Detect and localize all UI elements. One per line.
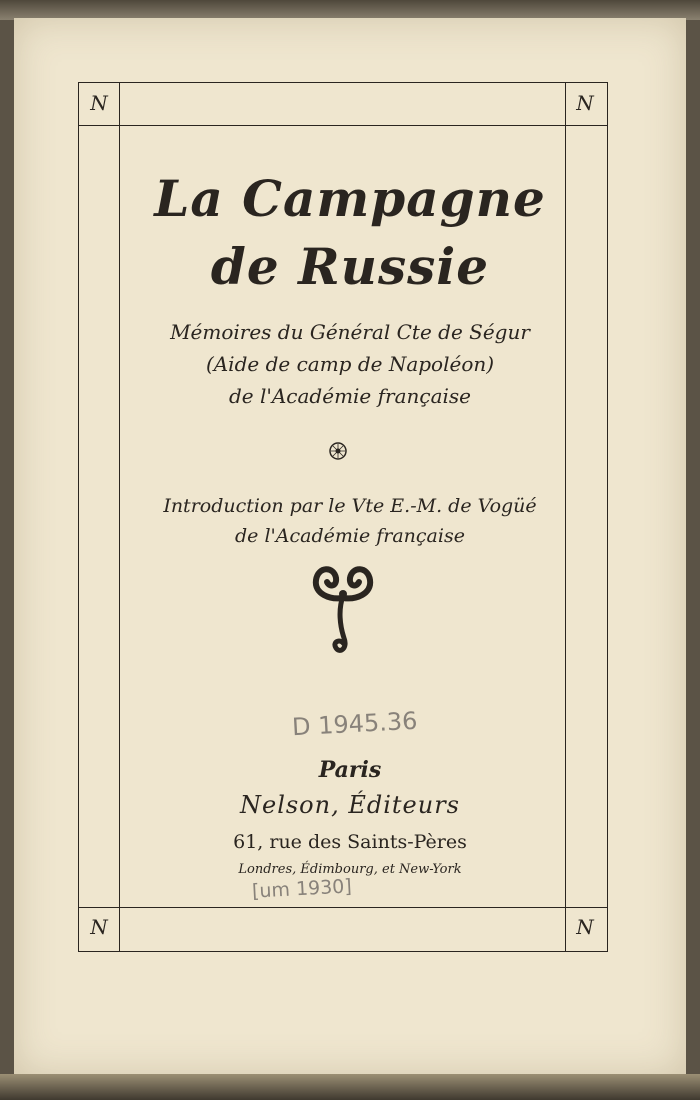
imprint-publisher: Nelson, Éditeurs	[239, 791, 460, 819]
pencil-date-note: [um 1930]	[251, 875, 353, 903]
title-line-2: de Russie	[210, 237, 490, 296]
subtitle-line-1: Mémoires du Général Cte de Ségur	[170, 320, 530, 344]
pencil-call-number: D 1945.36	[291, 706, 419, 742]
title-line-1: La Campagne	[154, 169, 546, 228]
subtitle-line-2: (Aide de camp de Napoléon)	[205, 352, 495, 376]
corner-n-bottom-left: N	[90, 915, 108, 939]
book-bottom-edge	[0, 1074, 700, 1100]
intro-line-1: Introduction par le Vte E.-M. de Vogüé	[163, 495, 537, 517]
intro-line-2: de l'Académie française	[235, 525, 465, 547]
corner-n-top-right: N	[576, 91, 594, 115]
imprint-city: Paris	[318, 757, 382, 783]
imprint-cities: Londres, Édimbourg, et New-York	[238, 862, 462, 877]
imprint-address: 61, rue des Saints-Pères	[233, 831, 467, 853]
rosette-ornament-icon	[328, 441, 348, 461]
frame-inner-top-line	[79, 125, 607, 126]
frame-inner-bottom-line	[79, 907, 607, 908]
corner-n-top-left: N	[90, 91, 108, 115]
publisher-mark-icon	[310, 560, 376, 660]
corner-n-bottom-right: N	[576, 915, 594, 939]
subtitle-line-3: de l'Académie française	[228, 384, 472, 408]
book-top-edge	[0, 0, 700, 20]
